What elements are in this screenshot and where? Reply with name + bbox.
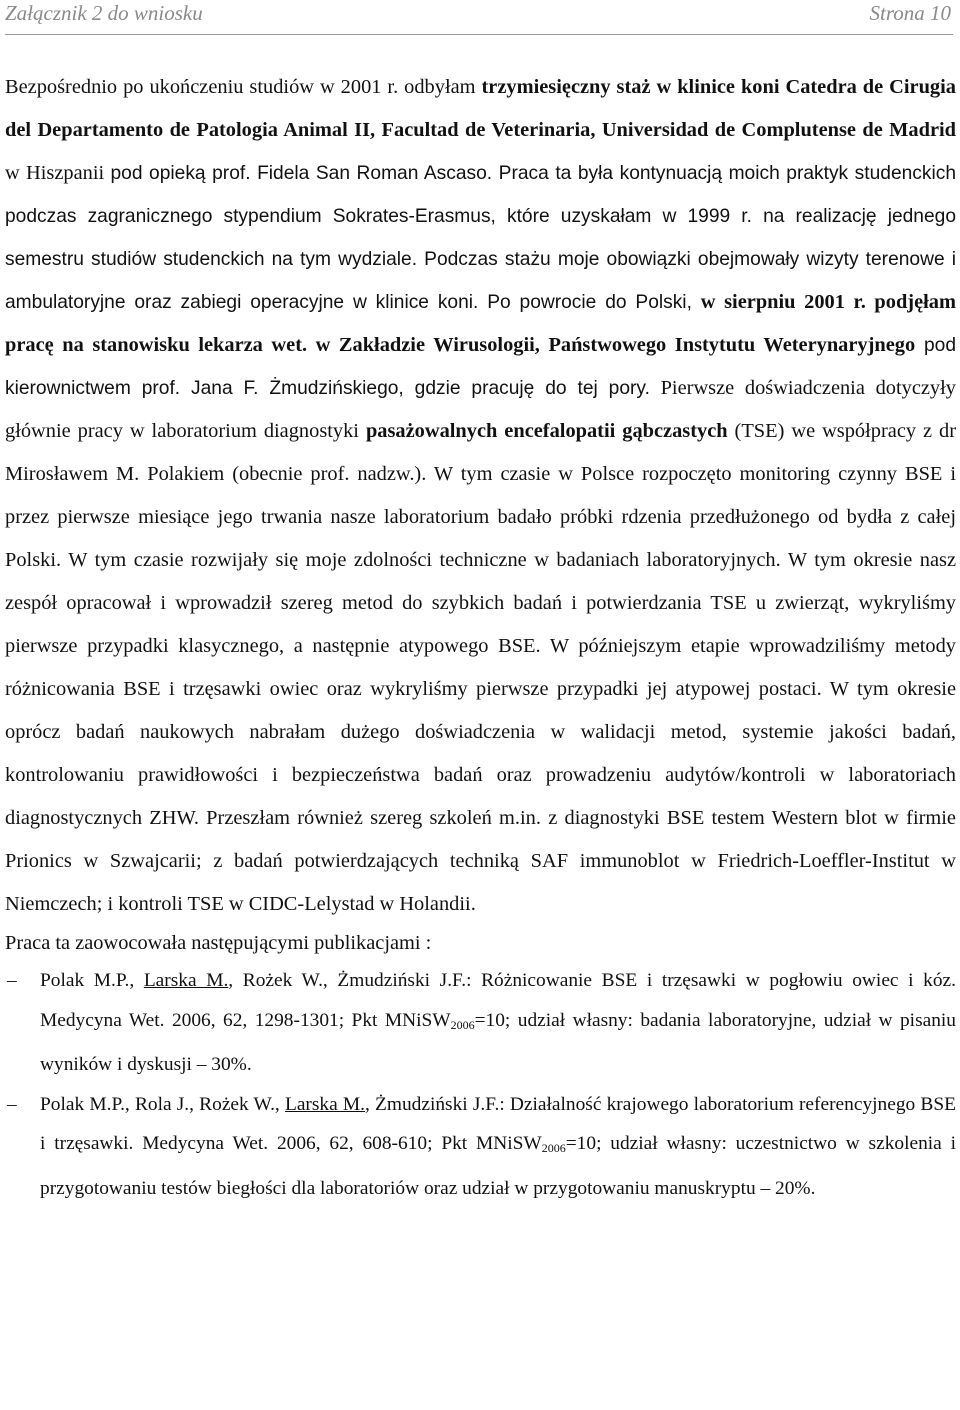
publications-intro: Praca ta zaowocowała następującymi publikacjami :	[5, 932, 432, 954]
list-dash: –	[7, 970, 17, 991]
paragraph-sans-text: pod opieką prof. Fidela San Roman Ascaso. Praca ta była kontynuacją moich praktyk studenckich podczas zagranicznego stypendium Sokrates-Erasmus, które uzyskałam w 1999 r. na realizację jednego semestru studiów studenckich na tym wydziale. Podczas stażu moje obowiązki obejmowały wizyty terenowe i ambulatoryjne oraz zabiegi operacyjne w klinice koni. Po powrocie do Polski,	[5, 163, 956, 313]
publication-text: , Żmudziński J.F.: Działalność krajowego laboratorium referencyjnego BSE i trzęsawki. Medycyna Wet. 2006, 62, 608-610; Pkt MNiSW	[40, 1093, 956, 1155]
paragraph-text: Pierwsze doświadczenia dotyczyły głównie pracy w laboratorium diagnostyki	[5, 377, 956, 442]
publication-subscript: 2006	[450, 1017, 475, 1032]
document-body	[5, 66, 956, 1209]
publication-text: =10; udział własny: badania laboratoryjne, udział w pisaniu wyników i dyskusji – 30%.	[40, 1009, 956, 1076]
header-attachment-label: Załącznik 2 do wniosku	[5, 1, 203, 25]
paragraph-text: (TSE) we współpracy z dr Mirosławem M. Polakiem (obecnie prof. nadzw.). W tym czasie w Polsce rozpoczęto monitoring czynny BSE i przez pierwsze miesiące jego trwania nasze laboratorium badało próbki rdzenia przedłużonego od bydła z całej Polski. W tym czasie rozwijały się moje zdolności techniczne w badaniach laboratoryjnych. W tym okresie nasz zespół opracował i wprowadził szereg metod do szybkich badań i potwierdzania TSE u zwierząt, wykryliśmy pierwsze przypadki klasycznego, a następnie atypowego BSE. W późniejszym etapie wprowadziliśmy metody różnicowania BSE i trzęsawki owiec oraz wykryliśmy pierwsze przypadki jej atypowej postaci. W tym okresie oprócz badań naukowych nabrałam dużego doświadczenia w walidacji metod, systemie jakości badań, kontrolowaniu prawidłowości i bezpieczeństwa badań oraz prowadzeniu audytów/kontroli w laboratoriach diagnostycznych ZHW. Przeszłam również szereg szkoleń m.in. z diagnostyki BSE testem Western blot w firmie Prionics w Szwajcarii; z badań potwierdzających techniką SAF immunoblot w Friedrich-Loeffler-Institut w Niemczech; i kontroli TSE w CIDC-Lelystad w Holandii.	[5, 420, 957, 915]
paragraph-sans-text: pod kierownictwem prof. Jana F. Żmudzińskiego, gdzie pracuję do tej pory.	[5, 335, 956, 399]
paragraph-bold-internship: trzymiesięczny staż w klinice koni Catedra de Cirugia del Departamento de Patologia Animal II, Facultad de Veterinaria, Universidad de Complutense de Madrid	[5, 76, 956, 141]
list-dash: –	[7, 1093, 17, 1115]
main-paragraph	[5, 66, 956, 926]
publication-author-underlined: Larska M.	[284, 1093, 365, 1115]
publication-text: , Rożek W., Żmudziński J.F.: Różnicowanie BSE i trzęsawki w pogłowiu owiec i kóz. Medycyna Wet. 2006, 62, 1298-1301; Pkt MNiSW	[40, 970, 956, 1031]
publication-item	[5, 1085, 956, 1209]
publication-authors: Polak M.P.,	[40, 970, 144, 991]
publication-author-underlined: Larska M.	[143, 970, 229, 991]
header-page-number: Strona 10	[869, 1, 951, 25]
publication-authors: Polak M.P., Rola J., Rożek W.,	[40, 1093, 285, 1115]
publication-text: =10; udział własny: uczestnictwo w szkolenia i przygotowaniu testów biegłości dla laboratoriów oraz udział w przygotowaniu manuskryptu – 20%.	[40, 1133, 956, 1199]
page-header	[5, 0, 953, 35]
publication-list	[5, 961, 956, 1209]
paragraph-bold-tse: pasażowalnych encefalopatii gąbczastych	[365, 420, 728, 442]
publication-subscript: 2006	[541, 1141, 566, 1156]
publication-item	[5, 961, 956, 1085]
paragraph-text: Bezpośrednio po ukończeniu studiów w 2001 r. odbyłam	[5, 76, 482, 98]
paragraph-bold-employment: w sierpniu 2001 r. podjęłam pracę na stanowisku lekarza wet. w Zakładzie Wirusologii, Państwowego Instytutu Weterynaryjnego	[5, 291, 956, 356]
paragraph-text: w Hiszpanii	[5, 162, 111, 184]
